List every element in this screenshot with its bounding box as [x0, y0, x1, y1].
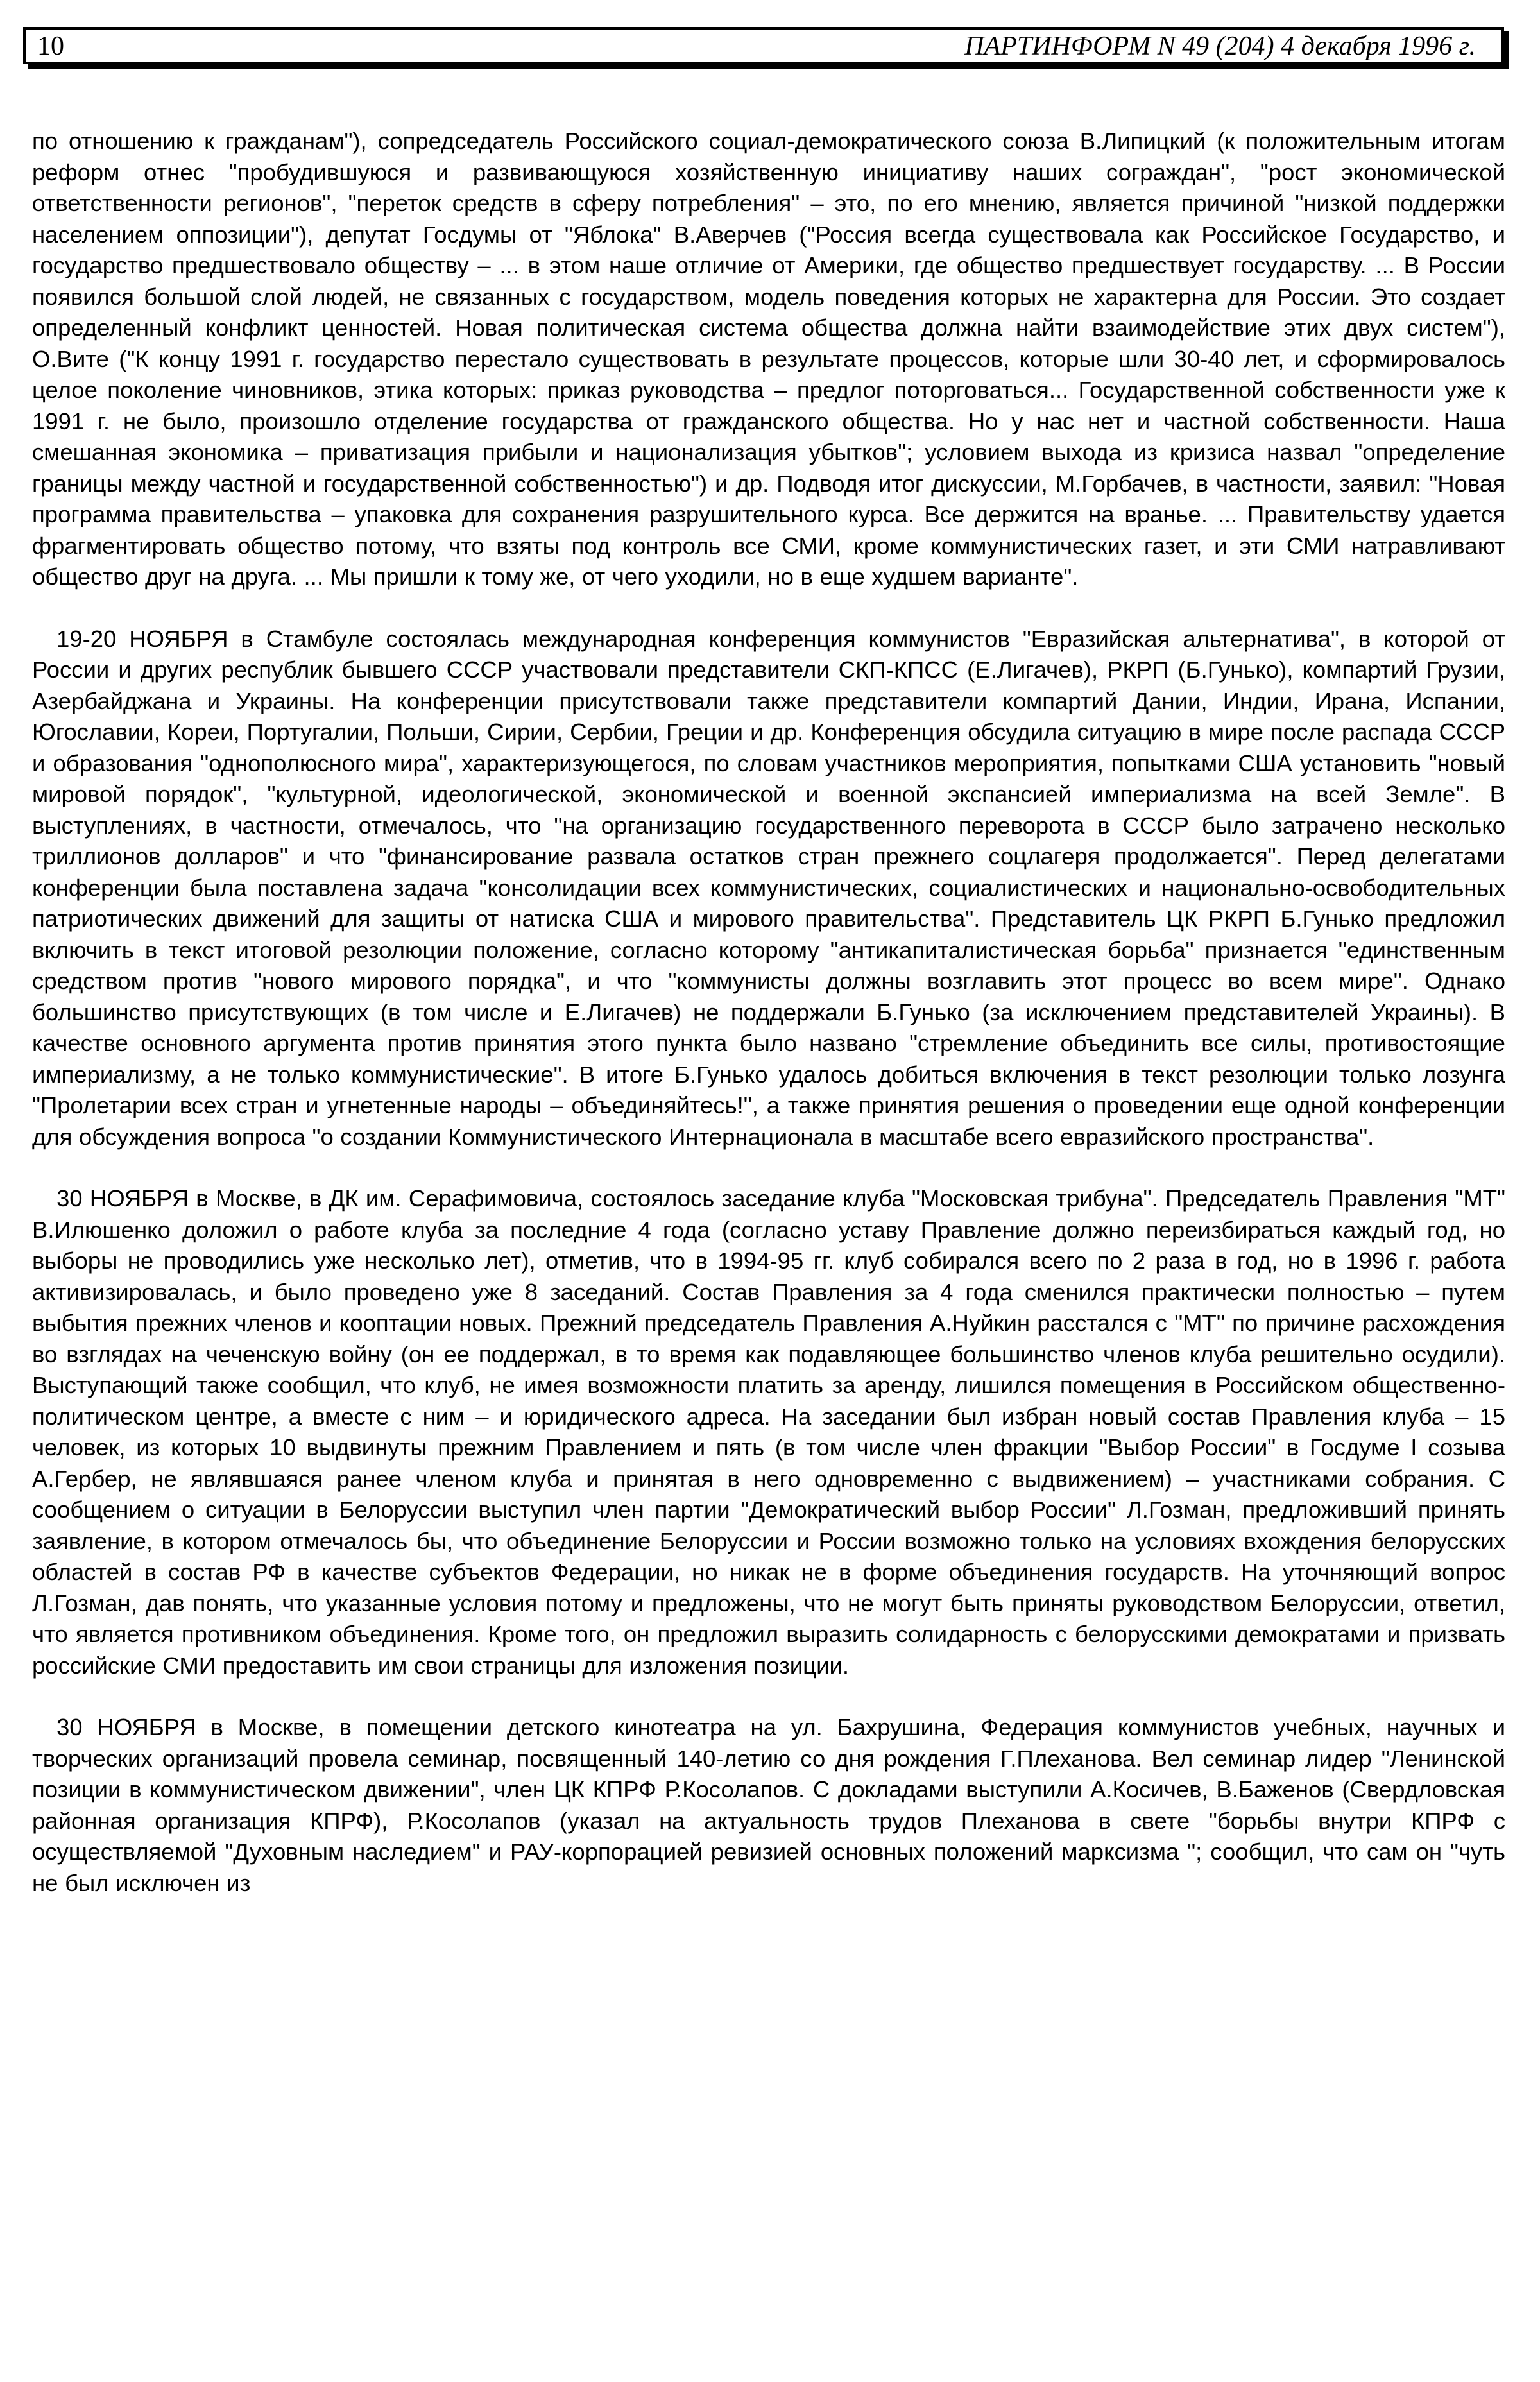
page-header — [23, 27, 1504, 64]
paragraph: 30 НОЯБРЯ в Москве, в ДК им. Серафимовича, состоялось заседание клуба "Московская трибуна". Председатель Правления "МТ" В.Илюшенко доложил о работе клуба за последние 4 года (согласно уставу Правление должно переизбираться каждый год, но выборы не проводились уже несколько лет), отметив, что в 1994-95 гг. клуб собирался всего по 2 раза в год, но в 1996 г. работа активизировалась, и было проведено уже 8 заседаний. Состав Правления за 4 года сменился практически полностью – путем выбытия прежних членов и кооптации новых. Прежний председатель Правления А.Нуйкин расстался с "МТ" по причине расхождения во взглядах на чеченскую войну (он ее поддержал, в то время как подавляющее большинство членов клуба решительно осудили). Выступающий также сообщил, что клуб, не имея возможности платить за аренду, лишился помещения в Российском общественно-политическом центре, а вместе с ним – и юридического адреса. На заседании был избран новый состав Правления клуба – 15 человек, из которых 10 выдвинуты прежним Правлением и пять (в том числе член фракции "Выбор России" в Госдуме I созыва А.Гербер, не являвшаяся ранее членом клуба и принятая в него одновременно с выдвижением) – участниками собрания. С сообщением о ситуации в Белоруссии выступил член партии "Демократический выбор России" Л.Гозман, предложивший принять заявление, в котором отмечалось бы, что объединение Белоруссии и России возможно только на условиях вхождения белорусских областей в состав РФ в качестве субъектов Федерации, но никак не в форме объединения государств. На уточняющий вопрос Л.Гозман, дав понять, что указанные условия потому и предложены, что не могут быть приняты руководством Белоруссии, ответил, что является противником объединения. Кроме того, он предложил выразить солидарность с белорусскими демократами и призвать российские СМИ предоставить им свои страницы для изложения позиции. — [32, 1185, 1505, 1679]
paragraph: 19-20 НОЯБРЯ в Стамбуле состоялась международная конференция коммунистов "Евразийская альтернатива", в которой от России и других республик бывшего СССР участвовали представители СКП-КПСС (Е.Лигачев), РКРП (Б.Гунько), компартий Грузии, Азербайджана и Украины. На конференции присутствовали также представители компартий Дании, Индии, Ирана, Испании, Югославии, Кореи, Португалии, Польши, Сирии, Сербии, Греции и др. Конференция обсудила ситуацию в мире после распада СССР и образования "однополюсного мира", характеризующегося, по словам участников мероприятия, попытками США установить "новый мировой порядок", "культурной, идеологической, экономической и военной экспансией империализма на всей Земле". В выступлениях, в частности, отмечалось, что "на организацию государственного переворота в СССР было затрачено несколько триллионов долларов" и что "финансирование развала остатков стран прежнего соцлагеря продолжается". Перед делегатами конференции была поставлена задача "консолидации всех коммунистических, социалистических и национально-освободительных патриотических движений для защиты от натиска США и мирового правительства". Представитель ЦК РКРП Б.Гунько предложил включить в текст итоговой резолюции положение, согласно которому "антикапиталистическая борьба" признается "единственным средством против "нового мирового порядка", и что "коммунисты должны возглавить этот процесс во всем мире". Однако большинство присутствующих (в том числе и Е.Лигачев) не поддержали Б.Гунько (за исключением представителей Украины). В качестве основного аргумента против принятия этого пункта было названо "стремление объединить все силы, противостоящие империализму, а не только коммунистические". В итоге Б.Гунько удалось добиться включения в текст резолюции только лозунга "Пролетарии всех стран и угнетенные народы – объединяйтесь!", а также принятия решения о проведении еще одной конференции для обсуждения вопроса "о создании Коммунистического Интернационала в масштабе всего евразийского пространства". — [32, 625, 1505, 1150]
publication-issue-line: ПАРТИНФОРМ N 49 (204) 4 декабря 1996 г. — [964, 31, 1476, 61]
article-body — [32, 126, 1505, 1899]
paragraph: по отношению к гражданам"), сопредседатель Российского социал-демократического союза В.Липицкий (к положительным итогам реформ отнес "пробудившуюся и развивающуюся хозяйственную инициативу наших сограждан", "рост экономической ответственности регионов", "переток средств в сферу потребления" – это, по его мнению, является причиной "низкой поддержки населением оппозиции"), депутат Госдумы от "Яблока" В.Аверчев ("Россия всегда существовала как Российское Государство, и государство предшествовало обществу – ... в этом наше отличие от Америки, где общество предшествует государству. ... В России появился большой слой людей, не связанных с государством, модель поведения которых не характерна для России. Это создает определенный конфликт ценностей. Новая политическая система общества должна найти взаимодействие этих двух систем"), О.Вите ("К концу 1991 г. государство перестало существовать в результате процессов, которые шли 30-40 лет, и сформировалось целое поколение чиновников, этика которых: приказ руководства – предлог поторговаться... Государственной собственности уже к 1991 г. не было, произошло отделение государства от гражданского общества. Но у нас нет и частной собственности. Наша смешанная экономика – приватизация прибыли и национализация убытков"; условием выхода из кризиса назвал "определение границы между частной и государственной собственностью") и др. Подводя итог дискуссии, М.Горбачев, в частности, заявил: "Новая программа правительства – упаковка для сохранения разрушительного курса. Все держится на вранье. ... Правительству удается фрагментировать общество потому, что взяты под контроль все СМИ, кроме коммунистических газет, и эти СМИ натравливают общество друг на друга. ... Мы пришли к тому же, от чего уходили, но в еще худшем варианте". — [32, 128, 1505, 590]
paragraph: 30 НОЯБРЯ в Москве, в помещении детского кинотеатра на ул. Бахрушина, Федерация коммунистов учебных, научных и творческих организаций провела семинар, посвященный 140-летию со дня рождения Г.Плеханова. Вел семинар лидер "Ленинской позиции в коммунистическом движении", член ЦК КПРФ Р.Косолапов. С докладами выступили А.Косичев, В.Баженов (Свердловская районная организация КПРФ), Р.Косолапов (указал на актуальность трудов Плеханова в свете "борьбы внутри КПРФ с осуществляемой "Духовным наследием" и РАУ-корпорацией ревизией основных положений марксизма "; сообщил, что сам он "чуть не был исключен из — [32, 1714, 1505, 1896]
page-number: 10 — [37, 31, 64, 61]
